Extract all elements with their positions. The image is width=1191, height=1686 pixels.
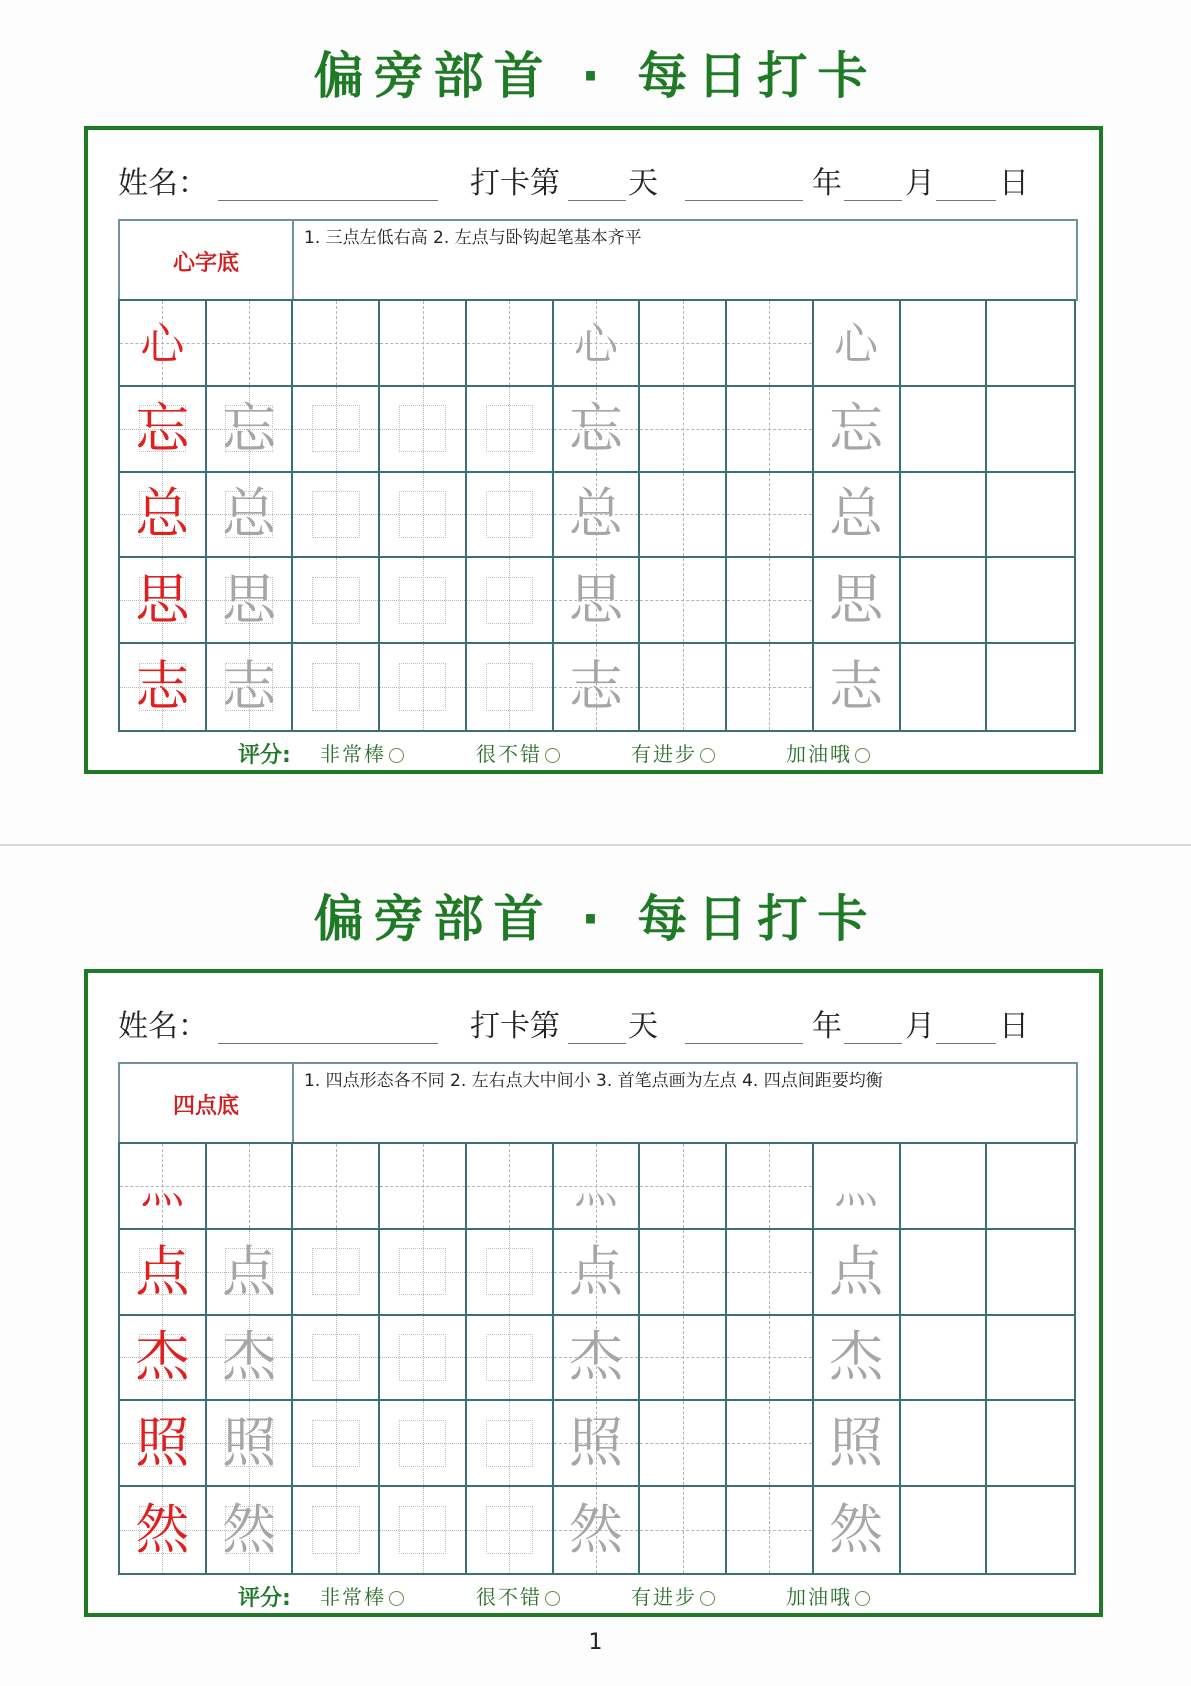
grid-cell[interactable] [987,558,1074,644]
grid-cell[interactable] [901,1401,988,1487]
grid-cell[interactable] [814,558,901,644]
day-field[interactable] [936,200,996,201]
radio-circle-icon[interactable] [855,1591,870,1606]
grid-cell[interactable] [207,558,294,644]
radical-name: 四点底 [120,1064,294,1144]
checkin-prefix: 打卡第 [470,166,560,201]
grid-cell[interactable] [380,1230,467,1316]
guide-inner-square [312,577,359,624]
trace-character: 杰 [829,1325,884,1389]
trace-character: 总 [829,482,884,546]
grid-cell[interactable] [293,1401,380,1487]
grid-cell[interactable] [207,301,294,387]
grid-cell[interactable] [814,1487,901,1573]
guide-inner-square [312,1248,359,1295]
student-info-line [118,162,1078,206]
trace-character: 心 [834,318,879,370]
grid-cell[interactable] [207,644,294,730]
month-field[interactable] [844,200,902,201]
radio-circle-icon[interactable] [700,1591,715,1606]
grid-cell[interactable] [207,1401,294,1487]
grid-cell[interactable] [293,1144,380,1230]
name-label: 姓名： [118,166,208,201]
radical-header [118,1062,1078,1144]
grid-cell[interactable] [380,387,467,473]
trace-character: 灬 [834,1161,879,1213]
model-character: 思 [135,568,190,632]
guide-inner-square [486,1334,533,1381]
guide-inner-square [486,1248,533,1295]
grid-cell[interactable] [640,387,727,473]
trace-character: 忘 [222,396,277,460]
score-option-improving[interactable]: 有进步 [631,1581,715,1610]
grid-cell[interactable] [987,473,1074,559]
grid-cell[interactable] [901,387,988,473]
trace-character: 点 [829,1239,884,1303]
guide-line-vertical [769,1401,770,1485]
grid-cell[interactable] [814,473,901,559]
grid-cell[interactable] [987,387,1074,473]
grid-cell[interactable] [554,1487,641,1573]
grid-cell[interactable] [467,644,554,730]
year-field[interactable] [685,200,803,201]
score-option-keep-going[interactable]: 加油哦 [786,738,870,767]
guide-line-vertical [683,473,684,557]
grid-cell[interactable] [814,1316,901,1402]
grid-cell[interactable] [640,1230,727,1316]
guide-line-vertical [683,387,684,471]
worksheet-page-2 [0,843,1191,1686]
grid-cell[interactable] [120,1230,207,1316]
grid-cell[interactable] [467,1316,554,1402]
day-label: 日 [999,166,1029,201]
score-label: 评分: [238,1586,291,1611]
day-label: 日 [999,1009,1029,1044]
grid-cell[interactable] [207,387,294,473]
trace-character: 思 [829,568,884,632]
grid-cell[interactable] [554,301,641,387]
guide-line-vertical [683,1144,684,1228]
guide-line-vertical [769,1487,770,1573]
trace-character: 照 [222,1411,277,1475]
practice-grid [118,299,1076,732]
grid-cell[interactable] [901,1316,988,1402]
grid-cell[interactable] [987,644,1074,730]
trace-character: 思 [222,568,277,632]
model-character: 点 [135,1239,190,1303]
grid-cell[interactable] [207,1144,294,1230]
grid-cell[interactable] [293,1230,380,1316]
trace-character: 灬 [573,1161,618,1213]
grid-cell[interactable] [554,558,641,644]
guide-inner-square [399,1248,446,1295]
grid-cell[interactable] [727,473,814,559]
guide-line-vertical [423,301,424,385]
guide-line-vertical [769,387,770,471]
month-label: 月 [905,166,935,201]
radio-circle-icon[interactable] [389,748,404,763]
grid-cell[interactable] [901,1487,988,1573]
grid-cell[interactable] [293,644,380,730]
guide-line-vertical [423,1144,424,1228]
grid-cell[interactable] [467,301,554,387]
score-option-excellent[interactable]: 非常棒 [320,1581,404,1610]
guide-inner-square [312,1420,359,1467]
guide-inner-square [486,491,533,538]
grid-cell[interactable] [987,1401,1074,1487]
worksheet-card [84,126,1103,774]
grid-cell[interactable] [554,1144,641,1230]
grid-cell[interactable] [814,1230,901,1316]
trace-character: 忘 [568,396,623,460]
grid-cell[interactable] [380,558,467,644]
grid-cell[interactable] [814,387,901,473]
name-field[interactable] [218,200,438,201]
grid-cell[interactable] [901,1230,988,1316]
grid-cell[interactable] [640,473,727,559]
grid-cell[interactable] [727,644,814,730]
model-character: 灬 [140,1161,185,1213]
trace-character: 杰 [568,1325,623,1389]
grid-cell[interactable] [467,1487,554,1573]
grid-cell[interactable] [554,1401,641,1487]
grid-cell[interactable] [814,1401,901,1487]
grid-cell[interactable] [207,1487,294,1573]
grid-cell[interactable] [120,387,207,473]
grid-cell[interactable] [901,473,988,559]
grid-cell[interactable] [727,1144,814,1230]
score-option-excellent[interactable]: 非常棒 [320,738,404,767]
grid-cell[interactable] [814,1144,901,1230]
grid-cell[interactable] [727,1316,814,1402]
guide-inner-square [399,577,446,624]
grid-cell[interactable] [987,1316,1074,1402]
grid-cell[interactable] [293,473,380,559]
guide-inner-square [399,405,446,452]
guide-line-vertical [683,644,684,730]
guide-inner-square [399,663,446,711]
model-character: 照 [135,1411,190,1475]
grid-cell[interactable] [467,1401,554,1487]
grid-cell[interactable] [120,644,207,730]
grid-cell[interactable] [987,1144,1074,1230]
grid-cell[interactable] [727,1487,814,1573]
grid-cell[interactable] [901,1144,988,1230]
grid-cell[interactable] [380,1401,467,1487]
radio-circle-icon[interactable] [545,748,560,763]
radical-header [118,219,1078,301]
grid-cell[interactable] [554,387,641,473]
guide-inner-square [486,663,533,711]
model-character: 心 [140,318,185,370]
checkin-suffix: 天 [628,1009,658,1044]
guide-line-vertical [769,1230,770,1314]
name-field[interactable] [218,1043,438,1044]
score-option-improving[interactable]: 有进步 [631,738,715,767]
grid-cell[interactable] [987,1487,1074,1573]
grid-cell[interactable] [120,1144,207,1230]
grid-cell[interactable] [467,1230,554,1316]
grid-cell[interactable] [640,644,727,730]
writing-tips: 1. 三点左低右高 2. 左点与卧钩起笔基本齐平 [304,228,642,248]
day-field[interactable] [936,1043,996,1044]
guide-inner-square [312,1506,359,1554]
grid-cell[interactable] [293,301,380,387]
guide-line-vertical [683,1487,684,1573]
grid-cell[interactable] [467,1144,554,1230]
trace-character: 然 [829,1498,884,1562]
grid-cell[interactable] [987,301,1074,387]
score-option-very-good[interactable]: 很不错 [476,738,560,767]
guide-inner-square [399,1506,446,1554]
grid-cell[interactable] [120,1401,207,1487]
grid-cell[interactable] [640,1144,727,1230]
score-row [88,734,1099,768]
score-option-very-good[interactable]: 很不错 [476,1581,560,1610]
grid-cell[interactable] [293,1316,380,1402]
grid-cell[interactable] [293,1487,380,1573]
grid-cell[interactable] [901,558,988,644]
grid-cell[interactable] [901,644,988,730]
grid-cell[interactable] [120,473,207,559]
trace-character: 照 [829,1411,884,1475]
guide-line-vertical [769,1144,770,1228]
grid-cell[interactable] [293,387,380,473]
guide-inner-square [486,1506,533,1554]
guide-inner-square [312,405,359,452]
guide-line-vertical [683,301,684,385]
grid-cell[interactable] [120,1487,207,1573]
writing-tips: 1. 四点形态各不同 2. 左右点大中间小 3. 首笔点画为左点 4. 四点间距要均衡 [304,1071,883,1091]
score-row [88,1577,1099,1611]
page-title: 偏旁部首 · 每日打卡 [313,47,878,105]
trace-character: 心 [573,318,618,370]
grid-cell[interactable] [207,473,294,559]
guide-inner-square [312,491,359,538]
grid-cell[interactable] [640,1316,727,1402]
guide-line-vertical [769,644,770,730]
guide-inner-square [312,1334,359,1381]
grid-cell[interactable] [727,387,814,473]
trace-character: 总 [568,482,623,546]
month-field[interactable] [844,1043,902,1044]
guide-inner-square [486,1420,533,1467]
trace-character: 志 [829,655,884,719]
guide-inner-square [312,663,359,711]
guide-inner-square [486,405,533,452]
guide-inner-square [399,491,446,538]
grid-cell[interactable] [207,1230,294,1316]
trace-character: 忘 [829,396,884,460]
guide-line-vertical [336,301,337,385]
name-label: 姓名： [118,1009,208,1044]
radio-circle-icon[interactable] [700,748,715,763]
grid-cell[interactable] [380,1144,467,1230]
model-character: 然 [135,1498,190,1562]
year-label: 年 [812,166,842,201]
grid-cell[interactable] [380,473,467,559]
guide-line-vertical [336,1144,337,1228]
page-title: 偏旁部首 · 每日打卡 [313,890,878,948]
checkin-suffix: 天 [628,166,658,201]
worksheet-card [84,969,1103,1617]
guide-inner-square [399,1420,446,1467]
guide-line-vertical [683,1401,684,1485]
grid-cell[interactable] [554,644,641,730]
guide-line-vertical [769,558,770,642]
grid-cell[interactable] [120,301,207,387]
page-number: 1 [588,1630,603,1655]
grid-cell[interactable] [380,644,467,730]
practice-grid [118,1142,1076,1575]
trace-character: 照 [568,1411,623,1475]
guide-line-vertical [769,301,770,385]
grid-cell[interactable] [380,1487,467,1573]
grid-cell[interactable] [380,301,467,387]
model-character: 忘 [135,396,190,460]
grid-cell[interactable] [640,1487,727,1573]
grid-cell[interactable] [120,558,207,644]
guide-inner-square [399,1334,446,1381]
guide-inner-square [486,577,533,624]
checkin-day-field[interactable] [568,200,626,201]
year-field[interactable] [685,1043,803,1044]
grid-cell[interactable] [467,558,554,644]
grid-cell[interactable] [727,1230,814,1316]
radio-circle-icon[interactable] [855,748,870,763]
trace-character: 志 [568,655,623,719]
trace-character: 志 [222,655,277,719]
grid-cell[interactable] [554,1316,641,1402]
guide-line-vertical [509,1144,510,1228]
grid-cell[interactable] [814,644,901,730]
grid-cell[interactable] [120,1316,207,1402]
checkin-day-field[interactable] [568,1043,626,1044]
grid-cell[interactable] [640,301,727,387]
guide-line-vertical [683,1316,684,1400]
grid-cell[interactable] [467,473,554,559]
grid-cell[interactable] [554,473,641,559]
checkin-prefix: 打卡第 [470,1009,560,1044]
trace-character: 点 [222,1239,277,1303]
grid-cell[interactable] [293,558,380,644]
score-option-keep-going[interactable]: 加油哦 [786,1581,870,1610]
year-label: 年 [812,1009,842,1044]
guide-line-vertical [683,1230,684,1314]
grid-cell[interactable] [207,1316,294,1402]
grid-cell[interactable] [380,1316,467,1402]
guide-line-vertical [249,301,250,385]
trace-character: 杰 [222,1325,277,1389]
trace-character: 思 [568,568,623,632]
guide-line-vertical [509,301,510,385]
month-label: 月 [905,1009,935,1044]
model-character: 志 [135,655,190,719]
grid-cell[interactable] [727,301,814,387]
grid-cell[interactable] [727,558,814,644]
trace-character: 然 [222,1498,277,1562]
grid-cell[interactable] [987,1230,1074,1316]
grid-cell[interactable] [640,558,727,644]
trace-character: 然 [568,1498,623,1562]
grid-cell[interactable] [467,387,554,473]
model-character: 杰 [135,1325,190,1389]
grid-cell[interactable] [814,301,901,387]
score-label: 评分: [238,743,291,768]
grid-cell[interactable] [727,1401,814,1487]
radical-name: 心字底 [120,221,294,301]
trace-character: 点 [568,1239,623,1303]
radio-circle-icon[interactable] [389,1591,404,1606]
student-info-line [118,1005,1078,1049]
guide-line-vertical [769,1316,770,1400]
grid-cell[interactable] [640,1401,727,1487]
trace-character: 总 [222,482,277,546]
guide-line-vertical [769,473,770,557]
grid-cell[interactable] [901,301,988,387]
grid-cell[interactable] [554,1230,641,1316]
model-character: 总 [135,482,190,546]
guide-line-vertical [683,558,684,642]
radio-circle-icon[interactable] [545,1591,560,1606]
guide-line-vertical [249,1144,250,1228]
